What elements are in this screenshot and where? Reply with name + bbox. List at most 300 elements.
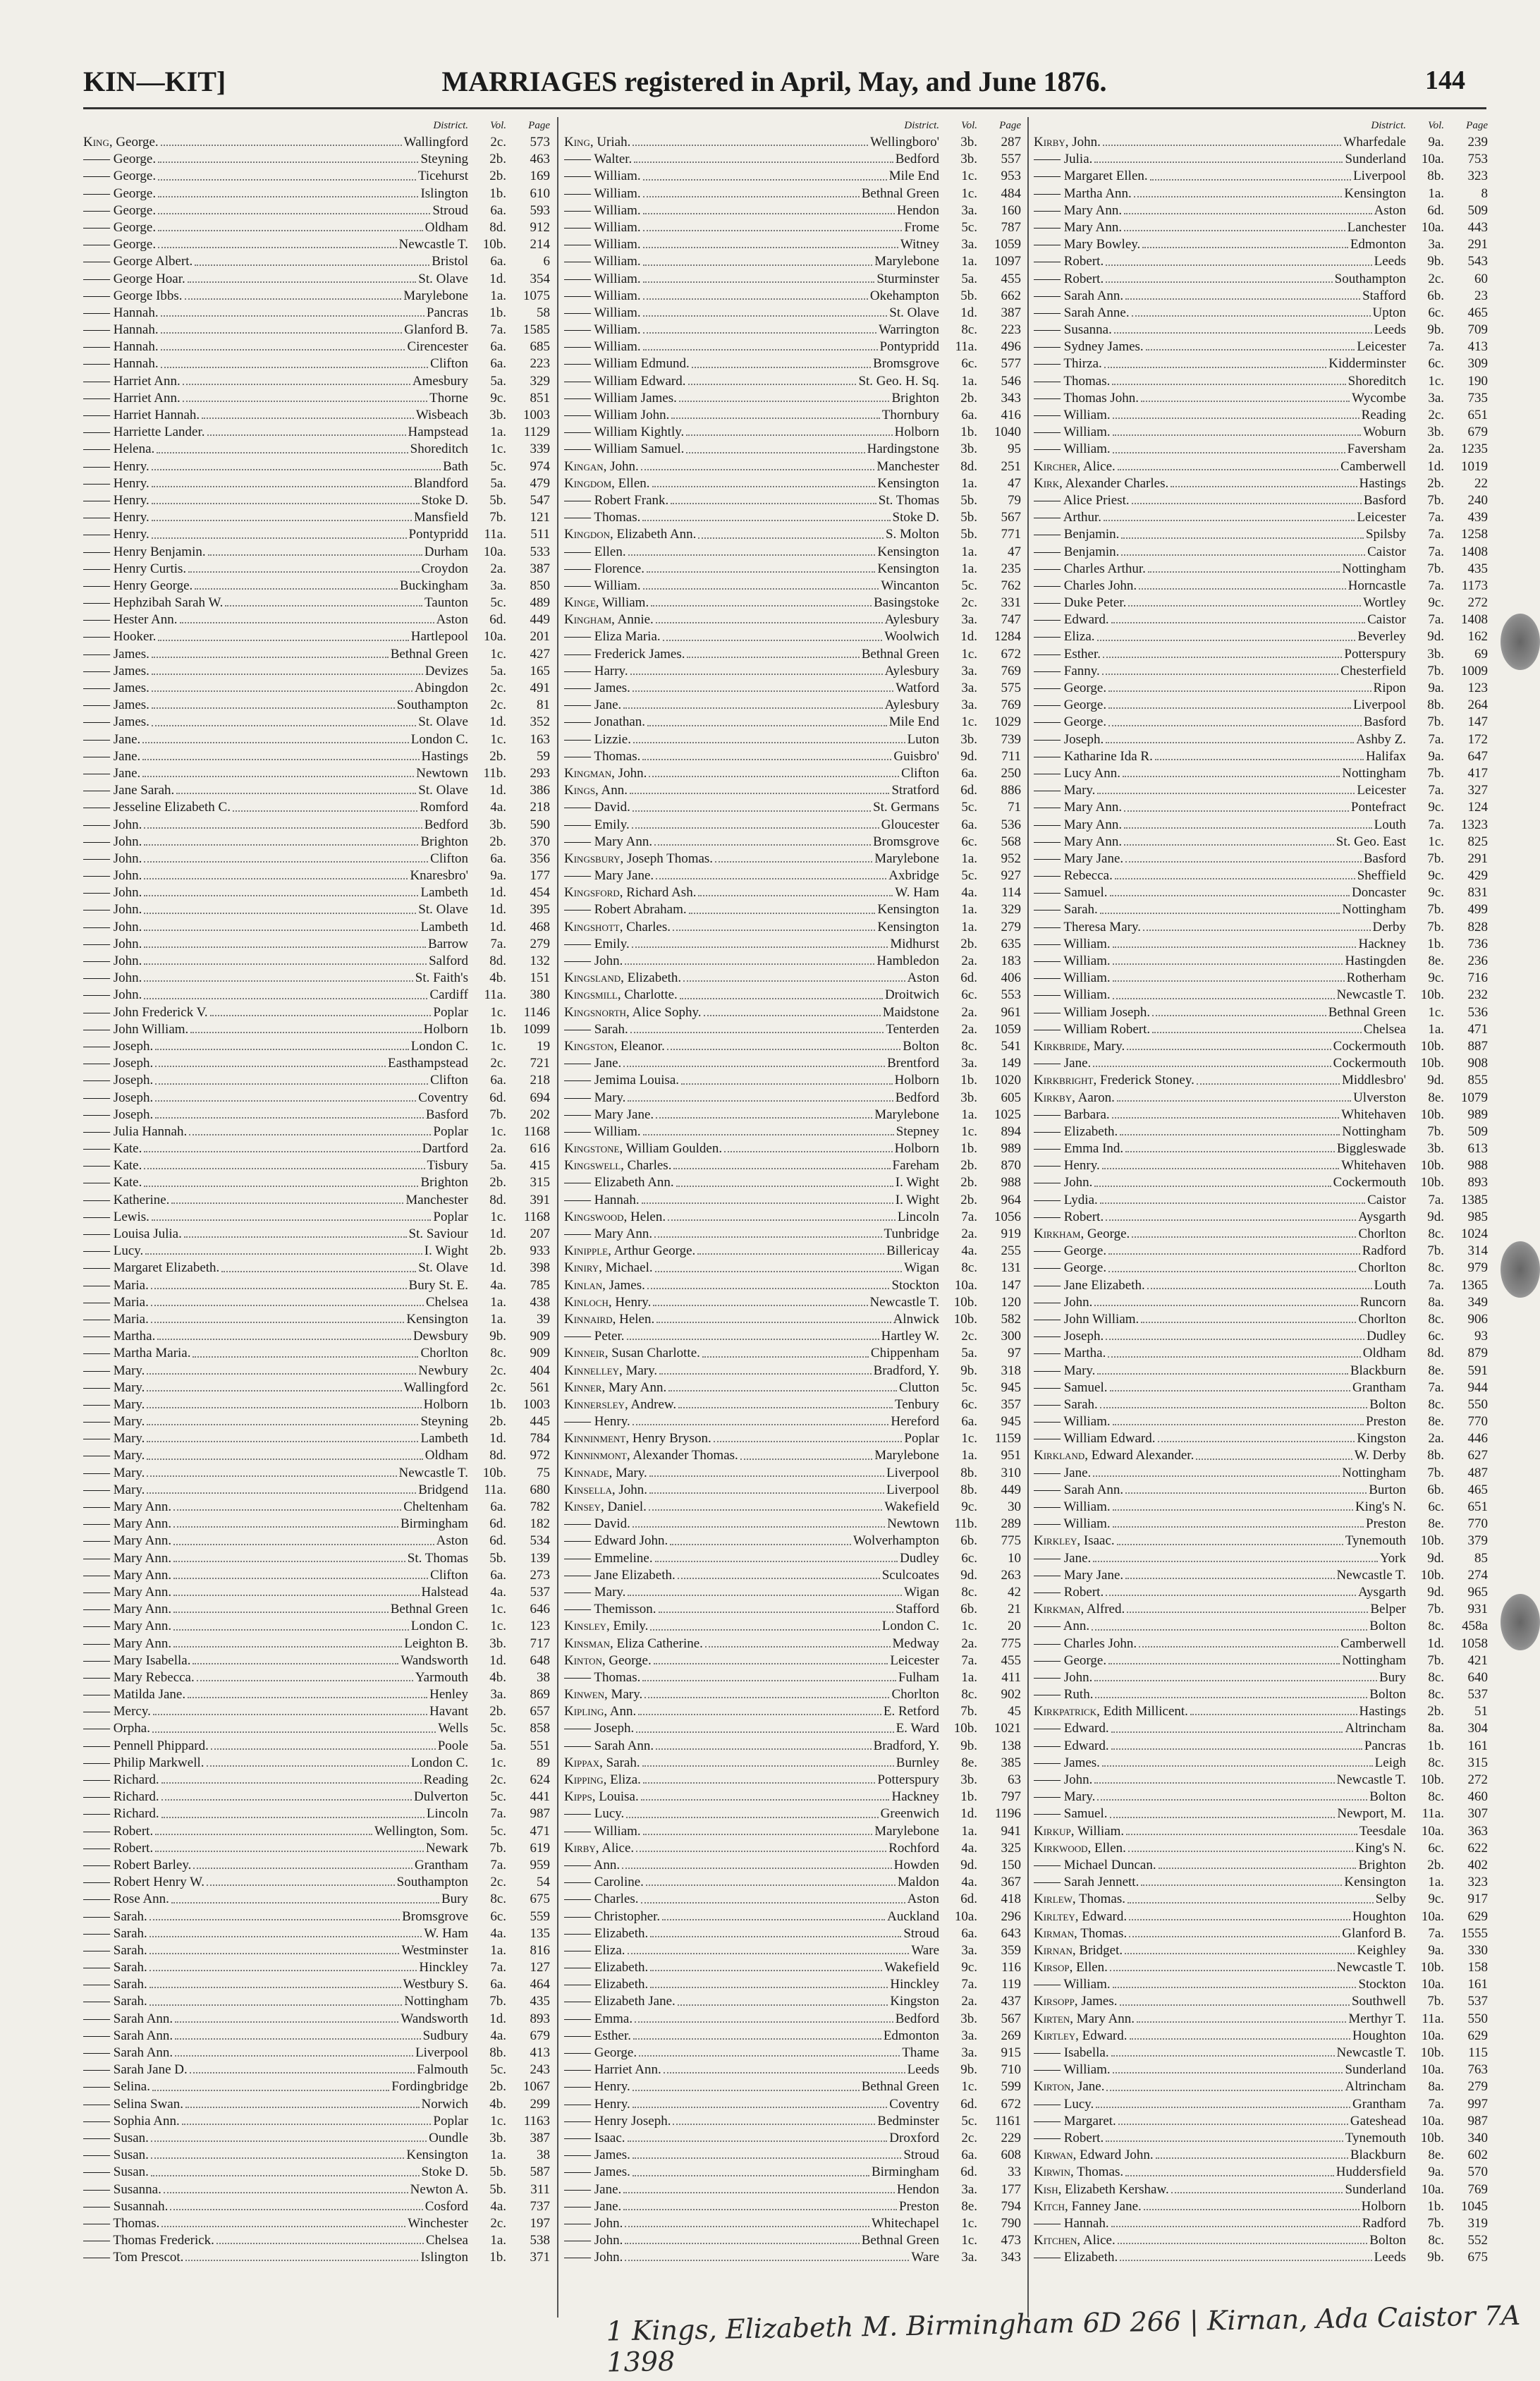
district: Wallingford: [403, 135, 468, 150]
dotted-leader: [149, 1976, 401, 1988]
ditto-dash: ——: [83, 1738, 114, 1753]
page: 147: [1467, 714, 1488, 730]
forenames: Mary Jane.: [594, 868, 654, 884]
district: Amesbury: [412, 373, 468, 389]
entry-name: [1034, 1976, 1111, 1993]
forenames: Edward.: [1063, 1738, 1109, 1753]
forenames: William.: [1063, 442, 1111, 457]
page: 797: [1001, 1789, 1021, 1805]
register-entry: [1034, 322, 1488, 339]
district: Wisbeach: [415, 408, 468, 422]
register-entry: [564, 1328, 1021, 1345]
dotted-leader: [1128, 595, 1361, 607]
ditto-dash: ——: [1034, 169, 1064, 184]
dotted-leader: [151, 2147, 404, 2159]
volume: 1b.: [489, 1021, 506, 1037]
entry-name: [564, 1363, 657, 1380]
forenames: Eliza.: [594, 1942, 625, 1958]
forenames: Mary.: [1063, 1789, 1096, 1805]
register-entry: [83, 646, 550, 663]
dotted-leader: [1121, 544, 1365, 556]
forenames: James.: [113, 646, 149, 662]
district: Luton: [907, 731, 939, 747]
district: Newbury: [418, 1363, 468, 1378]
entry-name: [83, 2028, 173, 2045]
register-entry: [83, 919, 550, 936]
district: Bedford: [895, 2011, 939, 2026]
column-3: [1034, 117, 1488, 2266]
district: Stroud: [903, 2148, 939, 2163]
district: Radford: [1362, 1243, 1406, 1259]
ditto-dash: ——: [564, 1192, 594, 1207]
ditto-dash: ——: [564, 2028, 594, 2043]
forenames: Joseph.: [113, 1090, 154, 1105]
ditto-dash: ——: [564, 1021, 594, 1037]
entry-name: [83, 1380, 145, 1396]
entry-name: [564, 253, 641, 270]
register-entry: [564, 441, 1021, 458]
entry-name: [1034, 1090, 1115, 1107]
district: Stafford: [896, 1602, 939, 1617]
register-entry: [564, 1209, 1021, 1226]
surname: Kinwen,: [564, 1687, 608, 1703]
volume: 8c.: [490, 1892, 506, 1907]
entry-name: [564, 1447, 738, 1464]
forenames: Frederick Stoney.: [1100, 1073, 1194, 1088]
forenames: Mary Ann.: [1076, 2011, 1135, 2026]
dotted-leader: [623, 1055, 885, 1067]
dotted-leader: [161, 339, 405, 351]
entry-name: [83, 355, 159, 372]
ditto-dash: ——: [83, 1567, 114, 1583]
register-entry: [1034, 1447, 1488, 1464]
page: 629: [1467, 2028, 1488, 2043]
register-entry: [83, 1891, 550, 1908]
page: 629: [1467, 1908, 1488, 1924]
dotted-leader: [628, 544, 876, 556]
page: 327: [1467, 783, 1488, 798]
district: St. Olave: [418, 783, 468, 798]
forenames: Arthur George.: [613, 1243, 696, 1259]
dotted-leader: [1108, 1652, 1340, 1664]
entry-name: [564, 1328, 625, 1345]
volume: 1d.: [489, 1260, 506, 1276]
district: Brighton: [420, 834, 468, 849]
forenames: Jemima Louisa.: [594, 1073, 680, 1088]
district: Wandsworth: [401, 2011, 468, 2026]
district: Sudbury: [422, 2028, 468, 2043]
forenames: Henry Curtis.: [113, 561, 187, 576]
volume: 1c.: [490, 646, 506, 662]
volume: 2a.: [1428, 442, 1444, 457]
page: 8: [1481, 185, 1488, 201]
register-entry: [1034, 646, 1488, 663]
district: Sheffield: [1357, 868, 1406, 884]
page: 114: [1001, 885, 1021, 901]
dotted-leader: [171, 1891, 439, 1903]
ditto-dash: ——: [564, 2079, 594, 2095]
ditto-dash: ——: [83, 1619, 114, 1634]
entry-name: [1034, 970, 1111, 987]
district: Liverpool: [415, 2045, 468, 2060]
page-header: [83, 65, 1465, 107]
dotted-leader: [155, 1055, 386, 1067]
page: 952: [1001, 851, 1021, 866]
page: 445: [530, 1414, 550, 1430]
ditto-dash: ——: [83, 1329, 114, 1344]
register-entry: [83, 1669, 550, 1686]
page: 273: [530, 1567, 550, 1583]
forenames: Isaac.: [594, 2130, 625, 2145]
volume: 11a.: [1422, 1806, 1444, 1822]
entry-name: [83, 236, 156, 253]
forenames: Thomas John.: [1063, 390, 1139, 406]
forenames: Mercy.: [113, 1704, 151, 1719]
entry-name: [1034, 544, 1119, 561]
district: Belper: [1370, 1602, 1406, 1617]
dotted-leader: [1147, 1277, 1372, 1289]
dotted-leader: [147, 1482, 416, 1494]
page: 640: [1467, 1669, 1488, 1685]
dotted-leader: [144, 1157, 424, 1169]
handwritten-note: 1 Kings, Elizabeth M. Birmingham 6D 266 | Kirnan, Ada Caistor 7A 1398: [606, 2299, 1521, 2378]
register-entry: [83, 1908, 550, 1925]
forenames: William.: [1063, 1499, 1111, 1514]
district: Witney: [900, 237, 939, 252]
volume: 6c.: [961, 1550, 977, 1566]
dotted-leader: [175, 2011, 398, 2023]
district: Oldham: [424, 1448, 468, 1463]
entry-name: [83, 1226, 182, 1243]
page: 547: [530, 492, 550, 508]
volume: 4a.: [961, 1840, 977, 1856]
page: 624: [530, 1772, 550, 1787]
page: 391: [530, 1192, 550, 1207]
ditto-dash: ——: [1034, 1857, 1064, 1872]
entry-name: [1034, 817, 1122, 834]
volume: 7b.: [1427, 663, 1444, 678]
ditto-dash: ——: [564, 254, 594, 269]
register-entry: [83, 1636, 550, 1652]
page: 339: [530, 442, 550, 457]
volume: 7a.: [1428, 817, 1444, 832]
district: Holborn: [423, 1021, 468, 1037]
volume: 5c.: [490, 2062, 506, 2078]
page: 537: [530, 1584, 550, 1600]
volume: 8c.: [961, 1687, 977, 1703]
register-entry: [564, 646, 1021, 663]
ditto-dash: ——: [1034, 868, 1064, 884]
surname: Kinsey,: [564, 1499, 604, 1514]
entry-name: [83, 663, 149, 680]
register-entry: [83, 936, 550, 953]
ditto-dash: ——: [1034, 544, 1064, 559]
surname: Kirkman,: [1034, 1602, 1084, 1617]
district: Billericay: [886, 1243, 939, 1259]
register-entry: [83, 475, 550, 492]
dotted-leader: [1142, 236, 1348, 248]
entry-name: [1034, 151, 1092, 168]
entry-name: [564, 1738, 654, 1755]
forenames: Alice.: [1082, 2233, 1116, 2248]
register-entry: [83, 253, 550, 270]
entry-name: [564, 1686, 642, 1703]
ditto-dash: ——: [83, 2164, 114, 2180]
volume: 6a.: [490, 1977, 506, 1992]
entry-name: [1034, 2028, 1128, 2045]
dotted-leader: [152, 1720, 436, 1732]
volume: 2b.: [489, 2079, 506, 2095]
entry-name: [564, 168, 641, 185]
register-entry: [1034, 2147, 1488, 2164]
page: 71: [1008, 800, 1021, 815]
ditto-dash: ——: [564, 2062, 594, 2078]
district: Stoke D.: [421, 492, 468, 508]
register-entry: [564, 1686, 1021, 1703]
forenames: James.: [594, 681, 630, 695]
forenames: Charlotte.: [624, 987, 678, 1003]
register-entry: [1034, 799, 1488, 816]
header-rule: [83, 107, 1486, 109]
forenames: Florence.: [594, 561, 644, 576]
dotted-leader: [1125, 288, 1360, 300]
surname: Kingdom,: [564, 475, 615, 491]
entry-name: [83, 1942, 147, 1959]
dotted-leader: [153, 1703, 427, 1715]
page: 435: [1467, 561, 1488, 576]
district: Marylebone: [874, 1448, 939, 1463]
surname: Kirkbright,: [1034, 1073, 1097, 1088]
volume: 10b.: [1420, 1056, 1444, 1071]
dotted-leader: [144, 970, 412, 982]
volume: 7a.: [490, 1806, 506, 1822]
entry-name: [564, 851, 713, 867]
forenames: William.: [1063, 425, 1111, 440]
entry-name: [1034, 1380, 1108, 1396]
forenames: Mary Ann.: [594, 1226, 653, 1241]
page: 536: [1467, 1004, 1488, 1020]
volume: 7b.: [1427, 765, 1444, 781]
dotted-leader: [1093, 1465, 1340, 1477]
forenames: Sarah Ann.: [113, 2045, 173, 2060]
ditto-dash: ——: [1034, 237, 1064, 252]
forenames: William.: [594, 1823, 641, 1839]
dotted-leader: [1118, 458, 1338, 470]
district: Durham: [424, 544, 468, 559]
entry-name: [1034, 646, 1101, 663]
ditto-dash: ——: [83, 442, 114, 457]
entry-name: [564, 901, 687, 918]
forenames: Mary Ann.: [113, 1550, 172, 1566]
page: 95: [1008, 442, 1021, 457]
entry-name: [83, 1499, 171, 1516]
register-entry: [83, 2130, 550, 2147]
dotted-leader: [233, 799, 417, 811]
entry-name: [564, 1840, 634, 1857]
volume: 2b.: [960, 1158, 977, 1174]
entry-name: [1034, 1789, 1095, 1805]
dotted-leader: [1108, 680, 1371, 692]
district: Glanford B.: [1342, 1925, 1406, 1941]
dotted-leader: [1113, 1976, 1357, 1988]
register-entry: [83, 817, 550, 834]
district: Medway: [892, 1636, 939, 1651]
page: 870: [1001, 1158, 1021, 1174]
district: Whitechapel: [871, 2215, 939, 2231]
ditto-dash: ——: [1034, 1431, 1064, 1447]
volume: 5c.: [490, 1789, 506, 1805]
ditto-dash: ——: [564, 1329, 594, 1344]
district: Hartlepool: [410, 629, 468, 645]
register-entry: [1034, 561, 1488, 578]
page: 385: [1001, 1755, 1021, 1770]
dotted-leader: [192, 1652, 398, 1664]
volume: 6c.: [1428, 305, 1444, 320]
page: 123: [1467, 681, 1488, 695]
register-entry: [564, 1226, 1021, 1243]
page: 243: [530, 2062, 550, 2078]
forenames: Henry.: [615, 1294, 652, 1310]
register-entry: [564, 288, 1021, 305]
register-entry: [564, 851, 1021, 867]
register-entry: [83, 1192, 550, 1209]
entry-name: [564, 2147, 630, 2164]
volume: 3a.: [961, 2181, 977, 2197]
district: Hardingstone: [867, 442, 939, 457]
district: Cockermouth: [1333, 1056, 1406, 1071]
volume: 8c.: [961, 1038, 977, 1054]
dotted-leader: [643, 288, 868, 300]
entry-name: [1034, 2232, 1116, 2249]
entry-name: [1034, 2198, 1142, 2215]
district: Biggleswade: [1336, 1141, 1406, 1157]
register-entry: [564, 1959, 1021, 1976]
ditto-dash: ——: [83, 1277, 114, 1293]
forenames: George.: [1063, 1260, 1107, 1276]
page: 499: [1467, 902, 1488, 918]
forenames: Elizabeth.: [594, 1925, 649, 1941]
dotted-leader: [622, 1857, 891, 1869]
page: 441: [530, 1789, 550, 1805]
column-divider: [1027, 117, 1029, 2318]
register-entry: [83, 1959, 550, 1976]
dotted-leader: [144, 953, 427, 965]
register-entry: [83, 2113, 550, 2130]
page: 775: [1001, 1533, 1021, 1549]
register-entry: [564, 663, 1021, 680]
district: Poplar: [433, 1123, 468, 1139]
ditto-dash: ——: [564, 2233, 594, 2248]
entry-name: [1034, 1669, 1092, 1686]
page: 264: [1467, 698, 1488, 713]
volume: 10a.: [483, 629, 506, 645]
page: 685: [530, 339, 550, 355]
forenames: Sarah.: [113, 1942, 147, 1958]
forenames: Sarah.: [1063, 902, 1098, 918]
dotted-leader: [1104, 509, 1355, 521]
register-entry: [1034, 1720, 1488, 1737]
entry-name: [83, 834, 142, 851]
volume: 9c.: [1428, 868, 1444, 884]
dotted-leader: [207, 1874, 395, 1886]
volume: 1a.: [1428, 185, 1444, 201]
dotted-leader: [1108, 1345, 1360, 1357]
page: 460: [1467, 1789, 1488, 1805]
register-entry: [83, 1038, 550, 1055]
district: Leicester: [890, 1652, 939, 1668]
ditto-dash: ——: [83, 1908, 114, 1924]
register-entry: [1034, 544, 1488, 561]
district: St. Olave: [418, 902, 468, 918]
entry-name: [1034, 1755, 1100, 1772]
dotted-leader: [641, 1891, 905, 1903]
entry-name: [83, 492, 149, 509]
district: Holborn: [1361, 2198, 1406, 2214]
register-entry: [1034, 1976, 1488, 1993]
register-entry: [83, 2215, 550, 2232]
ditto-dash: ——: [1034, 834, 1064, 849]
district: Tenbury: [894, 1396, 939, 1412]
forenames: John.: [113, 868, 142, 884]
ditto-dash: ——: [564, 1892, 594, 1907]
register-entry: [83, 1413, 550, 1430]
dotted-leader: [662, 1908, 885, 1920]
forenames: Ann.: [601, 783, 628, 798]
forenames: Emma.: [594, 2011, 633, 2026]
register-entry: [564, 2096, 1021, 2113]
district: Altrincham: [1345, 2079, 1406, 2095]
surname: Kinnade,: [564, 1465, 613, 1480]
dotted-leader: [158, 168, 416, 180]
entry-name: [564, 219, 641, 236]
page: 379: [1467, 1533, 1488, 1549]
volume: 5a.: [490, 1158, 506, 1174]
register-entry: [83, 2249, 550, 2266]
page: 223: [530, 356, 550, 372]
entry-name: [1034, 1192, 1098, 1209]
volume: 11a.: [484, 1482, 506, 1497]
register-entry: [83, 151, 550, 168]
entry-name: [1034, 2078, 1104, 2095]
dotted-leader: [151, 2130, 427, 2142]
page: 710: [1001, 2062, 1021, 2078]
forenames: Edward John.: [1080, 2148, 1154, 2163]
district: Faversham: [1347, 442, 1406, 457]
dotted-leader: [1102, 1755, 1373, 1767]
entry-name: [564, 731, 631, 748]
dotted-leader: [1196, 1447, 1352, 1459]
forenames: Alice Priest.: [1063, 492, 1130, 508]
volume: 2a.: [961, 1226, 977, 1241]
entry-name: [1034, 441, 1111, 458]
page: 323: [1467, 169, 1488, 184]
volume: 8d.: [489, 1448, 506, 1463]
column-header-row: [83, 117, 550, 134]
dotted-leader: [697, 1243, 884, 1255]
surname: Kingsland,: [564, 970, 624, 986]
register-entry: [83, 1601, 550, 1618]
forenames: Edward John.: [594, 1533, 668, 1549]
entry-name: [1034, 782, 1095, 799]
dotted-leader: [1103, 646, 1342, 658]
page: 371: [530, 2250, 550, 2265]
surname: King,: [564, 135, 594, 150]
surname: Kirwin,: [1034, 2164, 1074, 2180]
district: Holborn: [894, 1141, 939, 1157]
ditto-dash: ——: [83, 1431, 114, 1447]
ditto-dash: ——: [83, 1209, 114, 1224]
volume: 6a.: [961, 817, 977, 832]
